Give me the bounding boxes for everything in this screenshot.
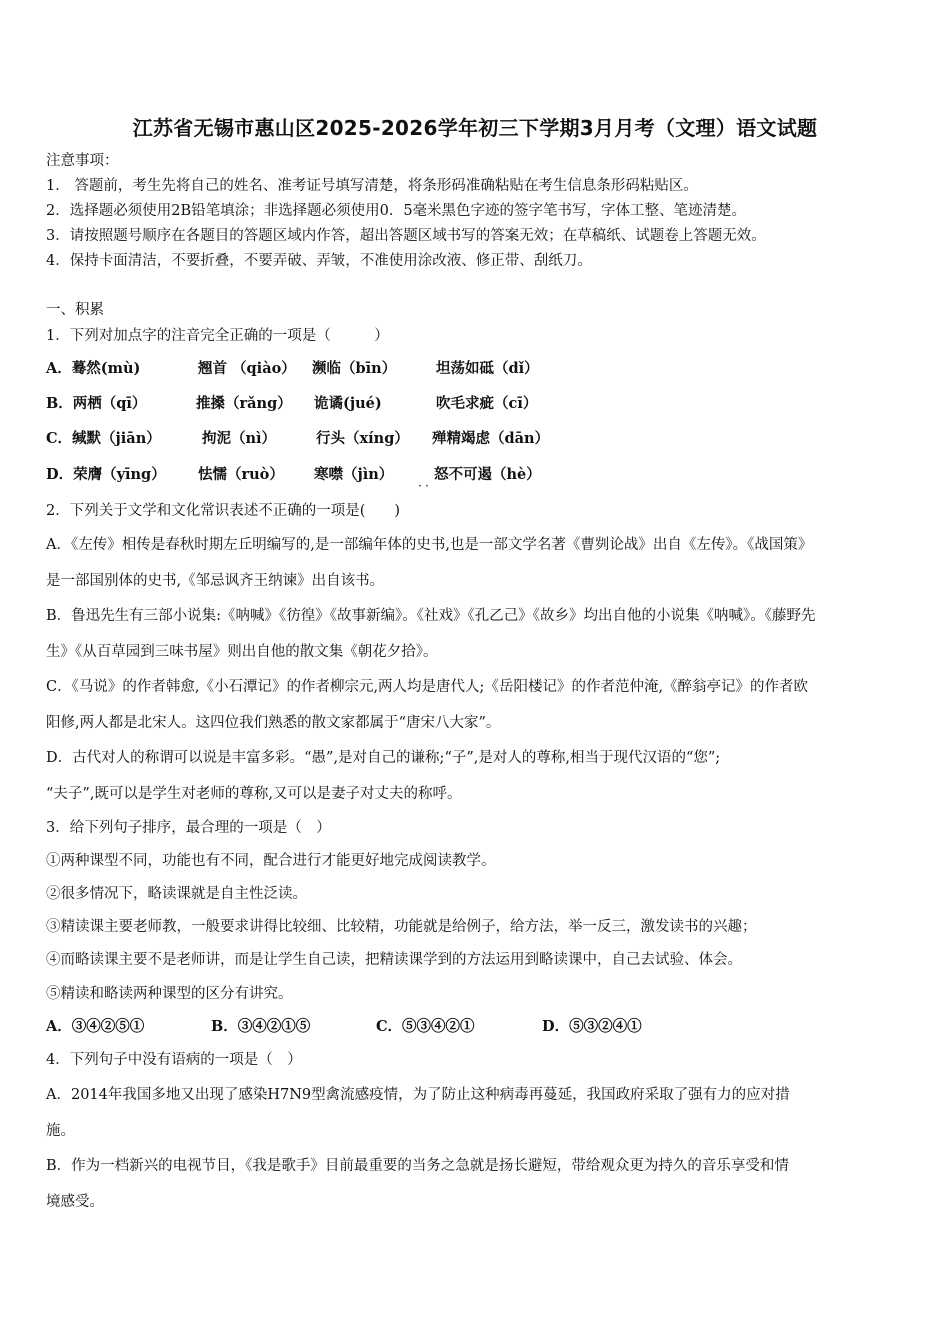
q4-line: 境感受。 <box>46 1194 104 1210</box>
q1-b-item: B．两栖（qī） <box>46 395 147 412</box>
q1-a-item: 濒临（bīn） <box>312 360 397 377</box>
question-4-stem: 4．下列句子中没有语病的一项是（ ） <box>46 1052 302 1068</box>
q2-line: C．《马说》的作者韩愈,《小石潭记》的作者柳宗元,两人均是唐代人;《岳阳楼记》的作者范仲淹,《醉翁亭记》的作者欧 <box>46 679 809 695</box>
exam-title: 江苏省无锡市惠山区2025-2026学年初三下学期3月月考（文理）语文试题 <box>132 116 818 140</box>
q2-line: 生》《从百草园到三味书屋》则出自他的散文集《朝花夕拾》。 <box>46 644 438 660</box>
q1-c-item: 拘泥（nì） <box>202 430 277 447</box>
question-3-stem: 3．给下列句子排序，最合理的一项是（ ） <box>46 820 331 836</box>
notice-item: 3．请按照题号顺序在各题目的答题区域内作答，超出答题区域书写的答案无效；在草稿纸、试题卷上答题无效。 <box>46 228 766 244</box>
q2-line: “夫子”,既可以是学生对老师的尊称,又可以是妻子对丈夫的称呼。 <box>46 786 462 802</box>
q4-line: 施。 <box>46 1123 75 1139</box>
q2-line: B．鲁迅先生有三部小说集:《呐喊》《彷徨》《故事新编》。《社戏》《孔乙己》《故乡》均出自他的小说集《呐喊》。《藤野先 <box>46 608 816 624</box>
q1-d-item: 寒噤（jìn） <box>314 466 394 483</box>
notice-item: 2．选择题必须使用2B铅笔填涂；非选择题必须使用0．5毫米黑色字迹的签字笔书写，字体工整、笔迹清楚。 <box>46 203 747 219</box>
q3-sentence: ②很多情况下，略读课就是自主性泛读。 <box>46 886 307 902</box>
q4-line: B．作为一档新兴的电视节目，《我是歌手》目前最重要的当务之急就是扬长避短，带给观众更为持久的音乐享受和情 <box>46 1158 789 1174</box>
section-heading: 一、积累 <box>46 302 104 318</box>
q2-line: A．《左传》相传是春秋时期左丘明编写的,是一部编年体的史书,也是一部文学名著《曹刿论战》出自《左传》。《战国策》 <box>46 537 813 553</box>
q1-c-item: 殚精竭虑（dān） <box>432 430 550 447</box>
q1-b-item: 推搡（rǎng） <box>196 395 292 412</box>
notice-heading: 注意事项： <box>46 153 119 169</box>
q1-b-item: 吹毛求疵（cī） <box>436 395 538 412</box>
notice-item: 1． 答题前，考生先将自己的姓名、准考证号填写清楚，将条形码准确粘贴在考生信息条形码粘贴区。 <box>46 178 698 194</box>
emphasis-dot: · <box>425 479 429 493</box>
q3-option-a[interactable]: A．③④②⑤① <box>46 1018 145 1035</box>
q1-a-item: 翘首 （qiào） <box>198 360 296 377</box>
q3-sentence: ①两种课型不同，功能也有不同，配合进行才能更好地完成阅读教学。 <box>46 853 496 869</box>
q3-option-b[interactable]: B．③④②①⑤ <box>211 1018 311 1035</box>
q1-a-item: A．蓦然(mù) <box>46 360 141 377</box>
q2-line: D．古代对人的称谓可以说是丰富多彩。“愚”,是对自己的谦称;“子”,是对人的尊称,相当于现代汉语的“您”; <box>46 750 721 766</box>
question-2-stem: 2．下列关于文学和文化常识表述不正确的一项是( ) <box>46 503 401 519</box>
q3-option-d[interactable]: D．⑤③②④① <box>542 1018 642 1035</box>
q1-a-item: 坦荡如砥（dǐ） <box>436 360 539 377</box>
q4-line: A．2014年我国多地又出现了感染H7N9型禽流感疫情，为了防止这种病毒再蔓延，我国政府采取了强有力的应对措 <box>46 1087 790 1103</box>
question-1-stem: 1．下列对加点字的注音完全正确的一项是（ ） <box>46 328 389 344</box>
q2-line: 是一部国别体的史书,《邹忌讽齐王纳谏》出自该书。 <box>46 573 385 589</box>
q1-c-item: C．缄默（jiān） <box>46 430 161 447</box>
q3-sentence: ④而略读课主要不是老师讲，而是让学生自己读，把精读课学到的方法运用到略读课中，自己去试验、体会。 <box>46 952 742 968</box>
q1-d-item: D．荣膺（yīng） <box>46 466 166 483</box>
notice-item: 4．保持卡面清洁，不要折叠，不要弄破、弄皱，不准使用涂改液、修正带、刮纸刀。 <box>46 253 592 269</box>
q2-line: 阳修,两人都是北宋人。这四位我们熟悉的散文家都属于“唐宋八大家”。 <box>46 715 501 731</box>
q1-d-item: 怯懦（ruò） <box>198 466 284 483</box>
q1-c-item: 行头（xíng） <box>316 430 409 447</box>
q3-option-c[interactable]: C．⑤③④②① <box>376 1018 475 1035</box>
q1-b-item: 诡谲(jué) <box>314 395 382 412</box>
emphasis-dot: · <box>418 479 422 493</box>
q3-sentence: ⑤精读和略读两种课型的区分有讲究。 <box>46 986 293 1002</box>
q1-d-item: 怒不可遏（hè） <box>434 466 541 483</box>
q3-sentence: ③精读课主要老师教，一般要求讲得比较细、比较精，功能就是给例子，给方法，举一反三，激发读书的兴趣； <box>46 919 757 935</box>
